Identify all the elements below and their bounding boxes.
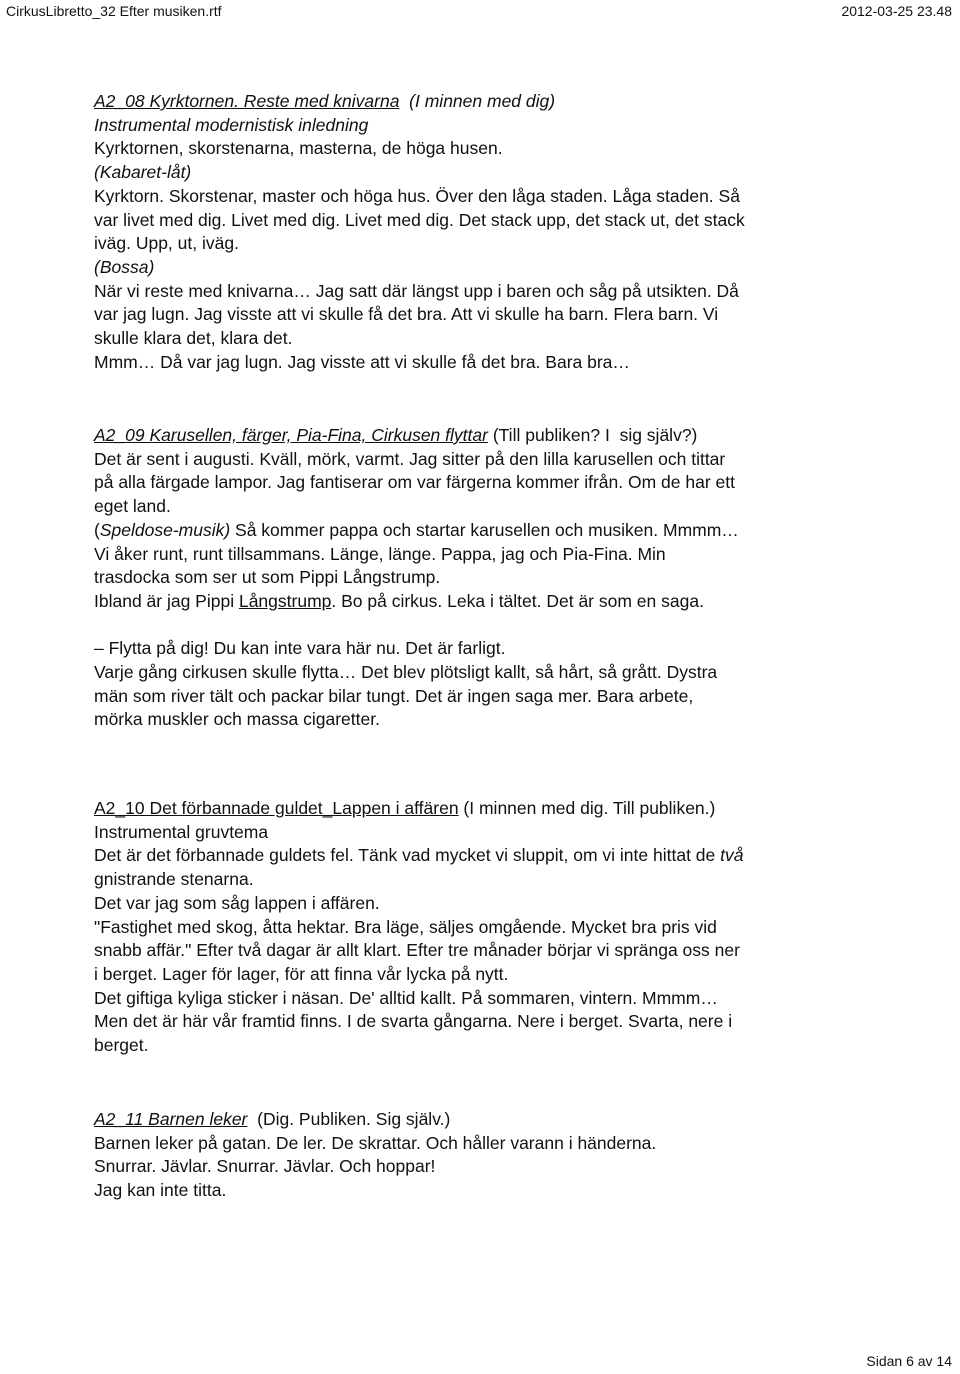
text-line: eget land. (94, 496, 171, 517)
print-header (0, 0, 960, 22)
speldose-text: Så kommer pappa och startar karusellen och musiken. Mmmm… (230, 519, 739, 540)
ibland-pre: Ibland är jag Pippi (94, 590, 239, 611)
section-title-note: (I minnen med dig) (399, 91, 556, 111)
speldose-label: Speldose-musik) (99, 519, 231, 540)
text-line: trasdocka som ser ut som Pippi Långstrump. (94, 567, 441, 588)
blank-line (94, 614, 894, 638)
text-line: Instrumental modernistisk inledning (94, 114, 369, 135)
section-title (94, 1108, 894, 1132)
text-line: Kyrktorn. Skorstenar, master och höga hus. Över den låga staden. Låga staden. Så (94, 185, 740, 206)
section-title (94, 424, 894, 448)
section-title-underlined: A2_11 Barnen leker (94, 1109, 248, 1129)
section-title-note: (Dig. Publiken. Sig själv.) (247, 1109, 451, 1129)
text-line: Snurrar. Jävlar. Snurrar. Jävlar. Och hoppar! (94, 1156, 436, 1177)
text-line: Vi åker runt, runt tillsammans. Länge, länge. Pappa, jag och Pia-Fina. Min (94, 543, 666, 564)
section-a2-09 (94, 424, 894, 732)
page-number: Sidan 6 av 14 (866, 1353, 952, 1369)
ibland-underlined: Långstrump (238, 590, 332, 611)
text-line: – Flytta på dig! Du kan inte vara här nu. Det är farligt. (94, 638, 506, 659)
text-line: "Fastighet med skog, åtta hektar. Bra läge, säljes omgående. Mycket bra pris vid (94, 916, 717, 937)
text-line: i berget. Lager för lager, för att finna vår lycka på nytt. (94, 963, 509, 984)
tank-pre: Det är det förbannade guldets fel. Tänk vad mycket vi sluppit, om vi inte hittat de (94, 845, 721, 866)
text-line: Det giftiga kyliga sticker i näsan. De' alltid kallt. På sommaren, vintern. Mmmm… (94, 987, 718, 1008)
section-a2-08 (94, 90, 894, 374)
text-line: Varje gång cirkusen skulle flytta… Det blev plötsligt kallt, så hårt, så grått. Dystra (94, 662, 718, 683)
ibland-post: . Bo på cirkus. Leka i tältet. Det är som en saga. (331, 590, 704, 611)
text-line (94, 844, 894, 868)
text-line: Det var jag som såg lappen i affären. (94, 892, 380, 913)
text-line: män som river tält och packar bilar tungt. Det är ingen saga mer. Bara arbete, (94, 685, 694, 706)
text-line: var livet med dig. Livet med dig. Livet med dig. Det stack upp, det stack ut, det stack (94, 209, 745, 230)
section-title-note: (I minnen med dig. Till publiken.) (458, 798, 716, 818)
text-line: (Kabaret-låt) (94, 162, 192, 183)
text-line: (Bossa) (94, 256, 155, 277)
text-line: gnistrande stenarna. (94, 869, 254, 890)
section-title (94, 797, 894, 821)
text-line: på alla färgade lampor. Jag fantiserar om var färgerna kommer ifrån. Om de har ett (94, 472, 735, 493)
text-line: Jag kan inte titta. (94, 1180, 227, 1201)
section-title-note: (Till publiken? I sig själv?) (487, 425, 698, 445)
section-subtitle: Instrumental gruvtema (94, 821, 269, 842)
text-line: mörka muskler och massa cigaretter. (94, 709, 380, 730)
text-line: Men det är här vår framtid finns. I de svarta gångarna. Nere i berget. Svarta, nere i (94, 1011, 733, 1032)
tank-italic: två (720, 845, 744, 866)
text-line: berget. (94, 1035, 149, 1056)
speldose-open: ( (94, 519, 100, 540)
text-line: Barnen leker på gatan. De ler. De skrattar. Och håller varann i händerna. (94, 1132, 657, 1153)
text-line (94, 519, 894, 543)
text-line: Det är sent i augusti. Kväll, mörk, varmt. Jag sitter på den lilla karusellen och tittar (94, 448, 726, 469)
text-line: var jag lugn. Jag visste att vi skulle få det bra. Att vi skulle ha barn. Flera barn. Vi (94, 304, 719, 325)
section-title-underlined: A2_09 Karusellen, färger, Pia-Fina, Cirkusen flyttar (94, 425, 488, 445)
text-line: När vi reste med knivarna… Jag satt där längst upp i baren och såg på utsikten. Då (94, 280, 739, 301)
text-line: skulle klara det, klara det. (94, 328, 293, 349)
section-title-underlined: A2_10 Det förbannade guldet_Lappen i affären (94, 798, 459, 818)
text-line: snabb affär." Efter två dagar är allt klart. Efter tre månader börjar vi spränga oss ner (94, 940, 740, 961)
section-title-underlined: A2_08 Kyrktornen. Reste med knivarna (94, 91, 400, 111)
section-a2-11 (94, 1108, 894, 1203)
header-filename: CirkusLibretto_32 Efter musiken.rtf (6, 3, 222, 19)
text-line: Mmm… Då var jag lugn. Jag visste att vi skulle få det bra. Bara bra… (94, 351, 630, 372)
section-title (94, 90, 894, 114)
text-line (94, 590, 894, 614)
text-line: iväg. Upp, ut, iväg. (94, 233, 239, 254)
header-datetime: 2012-03-25 23.48 (841, 3, 952, 19)
section-a2-10 (94, 797, 894, 1058)
text-line: Kyrktornen, skorstenarna, masterna, de höga husen. (94, 138, 503, 159)
